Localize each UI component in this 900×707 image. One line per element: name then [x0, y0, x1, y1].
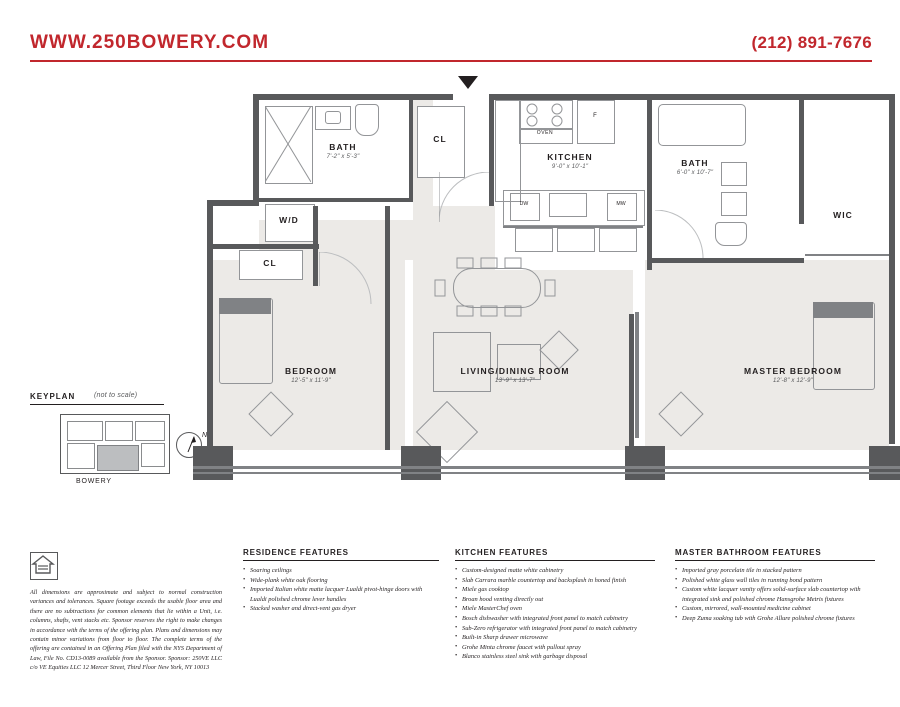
list-item: • Imported Italian white matte lacquer Lualdi pivot-hinge doors with Lualdi polished chrome lever handles: [243, 585, 439, 604]
list-item: • Wide-plank white oak flooring: [243, 576, 439, 586]
bath-sink-icon: [325, 111, 341, 124]
keyplan-seg-5: [141, 443, 165, 467]
refrigerator-appliance: [577, 100, 615, 144]
column-3: [625, 446, 665, 480]
stool-2: [557, 228, 595, 252]
list-item: • Broan hood venting directly out: [455, 595, 655, 605]
list-item: • Slab Carrara marble countertop and backsplash in honed finish: [455, 576, 655, 586]
window-wall-line-1: [193, 466, 900, 469]
master-door-panel: [635, 312, 639, 438]
keyplan-seg-1: [67, 421, 103, 441]
wall-left-step: [207, 200, 259, 206]
room-label-bedroom: BEDROOM 12'-5" x 11'-9": [284, 366, 338, 384]
room-label-master-bedroom: MASTER BEDROOM 12'-8" x 12'-9": [743, 366, 843, 384]
mw-label: MW: [616, 201, 626, 207]
kitchen-sink-fixture: [549, 193, 587, 217]
list-item: • Imported gray porcelain tile in stacked pattern: [675, 566, 875, 576]
kitchen-counter-left: [495, 100, 521, 202]
list-item: • Bosch dishwasher with integrated front panel to match cabinetry: [455, 614, 655, 624]
residence-features-title: RESIDENCE FEATURES: [243, 548, 349, 557]
compass-north-label: N: [202, 432, 208, 439]
list-item: • Deep Zuma soaking tub with Grohe Allure polished chrome fixtures: [675, 614, 875, 624]
house-icon: [31, 553, 55, 577]
list-item: • Stacked washer and direct-vent gas dryer: [243, 604, 439, 614]
master-bathroom-features-list: [675, 566, 875, 624]
master-vanity-2: [721, 192, 747, 216]
list-item: • Polished white glass wall tiles in running bond pattern: [675, 576, 875, 586]
stool-3: [599, 228, 637, 252]
keyplan-outline: [60, 414, 170, 474]
door-swing-icon-2: [655, 210, 705, 260]
equal-housing-logo: [30, 552, 58, 580]
room-label-wd: W/D: [279, 215, 299, 225]
column-4: [869, 446, 900, 480]
list-item: • Blanco stainless steel sink with garbage disposal: [455, 652, 655, 662]
master-bathroom-features-title: MASTER BATHROOM FEATURES: [675, 548, 822, 557]
left-bath-wall-bottom: [259, 198, 413, 202]
header-divider: [30, 60, 872, 62]
legal-disclaimer: All dimensions are approximate and subject to normal construction variances and tolerances. Square footage exceeds the usable floor area and there are no subtractions for common elements that lie within a Unit, i.e. columns, shafts, vent stacks etc. Sponsor reserves the right to make changes in accordance with the terms of the offering plan. Plans and dimensions may contain minor variations from floor to floor. The complete terms of the offering are contained in an Offering Plan filed with the NYS Department of Law, File No. CD13-0089 available from the Sponsor. Sponsor: 250VE LLC c/o VE Equities LLC 12 Mercer Street, Third Floor New York, NY 10013: [30, 589, 222, 672]
compass-needle-icon: [176, 432, 200, 456]
room-label-bath-left: BATH 7'-2" x 5'-3": [326, 142, 360, 160]
wall-wic-left: [799, 94, 804, 224]
wic-shelf: [805, 254, 889, 256]
wall-closet-top: [207, 244, 319, 249]
wall-bedroom-right: [385, 206, 390, 450]
entry-arrow-icon: [458, 76, 480, 90]
wall-master-left: [629, 314, 634, 450]
dw-label: DW: [519, 201, 529, 207]
fridge-label: F: [593, 113, 597, 119]
keyplan-street-label: BOWERY: [76, 478, 112, 485]
room-label-cl-top: CL: [433, 134, 447, 144]
room-label-cl-left: CL: [263, 258, 277, 268]
master-toilet-fixture: [715, 222, 747, 246]
cooktop-burners-icon: [519, 100, 571, 128]
keyplan-seg-2: [105, 421, 133, 441]
keyplan: [30, 392, 208, 502]
window-wall-line-2: [193, 472, 900, 474]
features-column-kitchen: [455, 548, 655, 662]
keyplan-seg-3: [135, 421, 165, 441]
left-bath-wall-right: [409, 100, 413, 202]
keyplan-divider: [30, 404, 164, 405]
kitchen-features-list: [455, 566, 655, 662]
room-label-wic: WIC: [833, 210, 853, 220]
list-item: • Custom-designed matte white cabinetry: [455, 566, 655, 576]
stool-1: [515, 228, 553, 252]
list-item: • Custom, mirrored, wall-mounted medicine cabinet: [675, 604, 875, 614]
list-item: • Custom white lacquer vanity offers solid-surface slab countertop with integrated sink and polished chrome Hansgrohe Metris fixtures: [675, 585, 875, 604]
keyplan-subtitle: (not to scale): [94, 392, 138, 399]
kitchen-features-title: KITCHEN FEATURES: [455, 548, 549, 557]
list-item: • Built-in Sharp drawer microwave: [455, 633, 655, 643]
page-footer: [0, 540, 900, 707]
website-url[interactable]: WWW.250BOWERY.COM: [30, 32, 270, 53]
residence-features-list: [243, 566, 439, 614]
page-header: [0, 0, 900, 70]
door-swing-icon-3: [319, 252, 373, 306]
room-label-kitchen: KITCHEN 9'-0" x 10'-1": [547, 152, 593, 170]
dining-chairs-icons: [433, 256, 563, 326]
floorplan-drawing: [185, 80, 900, 510]
list-item: • Sub-Zero refrigerator with integrated front panel to match cabinetry: [455, 624, 655, 634]
microwave-appliance: [607, 193, 637, 221]
door-swing-icon-1: [439, 172, 491, 224]
column-2: [401, 446, 441, 480]
list-item: • Grohe Minta chrome faucet with pullout spray: [455, 643, 655, 653]
keyplan-title: KEYPLAN: [30, 392, 76, 401]
toilet-fixture: [355, 104, 379, 136]
features-column-master-bathroom: [675, 548, 875, 624]
residence-divider: [243, 560, 439, 561]
phone-number[interactable]: (212) 891-7676: [751, 33, 872, 52]
keyplan-unit-highlight: [97, 445, 139, 471]
bedroom-headboard: [219, 298, 271, 314]
room-label-living-dining: LIVING/DINING ROOM 13'-9" x 13'-7": [460, 366, 570, 384]
bathroom-divider: [675, 560, 875, 561]
master-headboard: [813, 302, 873, 318]
kitchen-divider: [455, 560, 655, 561]
features-column-residence: [243, 548, 439, 614]
keyplan-seg-4: [67, 443, 95, 469]
list-item: • Miele MasterChef oven: [455, 604, 655, 614]
dishwasher-appliance: [510, 193, 540, 221]
room-label-bath-master: BATH 6'-0" x 10'-7": [676, 158, 714, 176]
wall-kitchen-left: [489, 94, 494, 206]
bathtub-fixture: [658, 104, 746, 146]
oven-label: OVEN: [536, 130, 554, 136]
list-item: • Soaring ceilings: [243, 566, 439, 576]
wall-right: [889, 94, 895, 444]
list-item: • Miele gas cooktop: [455, 585, 655, 595]
